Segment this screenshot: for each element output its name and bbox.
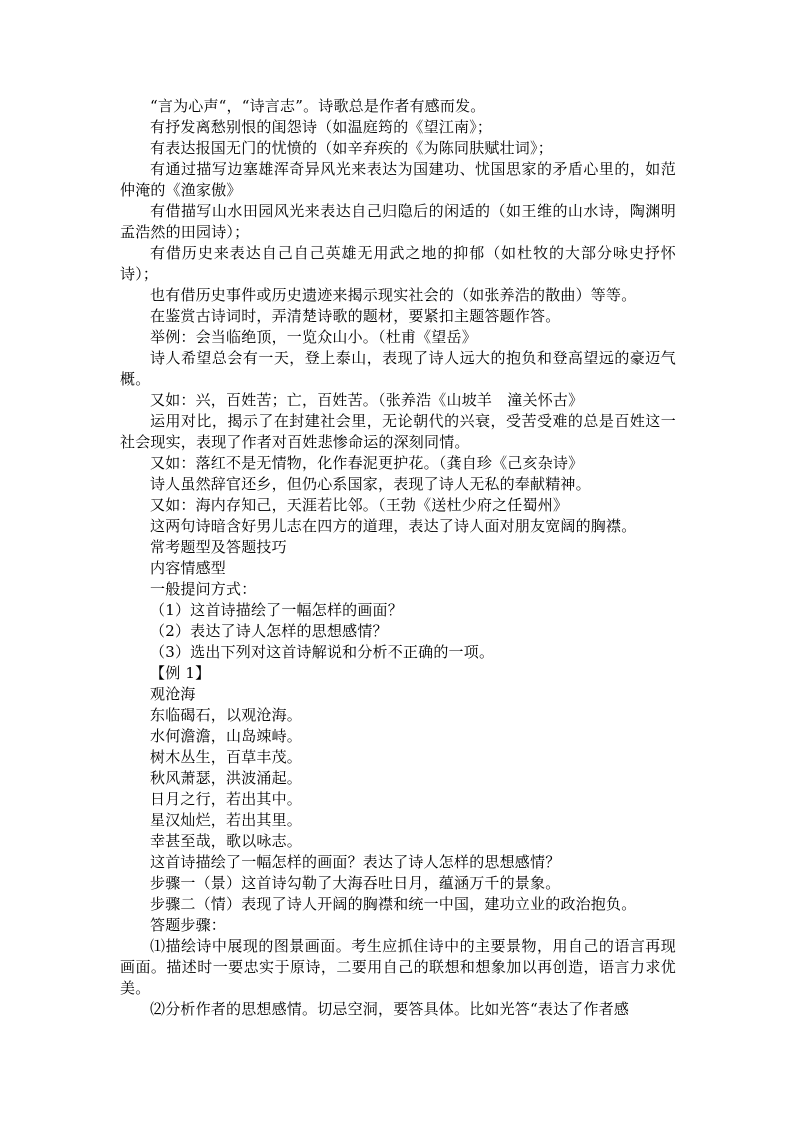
example-duyue: 举例：会当临绝顶，一览众山小。（杜甫《望岳》	[150, 328, 477, 346]
poem-title: 观沧海	[150, 685, 196, 703]
section-heading: 常考题型及答题技巧	[150, 538, 287, 556]
question-format-label: 一般提问方式：	[150, 580, 257, 598]
appreciation-tip: 在鉴赏古诗词时，弄清楚诗歌的题材，要紧扣主题答题作答。	[150, 307, 561, 325]
subsection-heading: 内容情感型	[150, 559, 227, 577]
theme-item-reality: 也有借历史事件或历史遗迹来揭示现实社会的（如张养浩的散曲）等等。	[150, 286, 637, 304]
answer-step-scene: 步骤一（景）这首诗勾勒了大海吞吐日月，蕴涵万千的景象。	[150, 874, 561, 892]
poem-line: 东临碣石，以观沧海。	[150, 706, 303, 724]
question-format-item: （2）表达了诗人怎样的思想感情？	[150, 622, 388, 640]
theme-item-pastoral: 有借描写山水田园风光来表达自己归隐后的闲适的（如王维的山水诗，陶渊明孟浩然的田园诗）；	[120, 202, 676, 241]
poem-line: 日月之行，若出其中。	[150, 790, 303, 808]
example-duyue-analysis: 诗人希望总会有一天，登上泰山，表现了诗人远大的抱负和登高望远的豪迈气概。	[120, 349, 676, 388]
example-jihai-analysis: 诗人虽然辞官还乡，但仍心系国家，表现了诗人无私的奉献精神。	[150, 475, 591, 493]
intro-paragraph: “言为心声“，“诗言志”。诗歌总是作者有感而发。	[150, 97, 486, 115]
answer-step-emotion: 步骤二（情）表现了诗人开阔的胸襟和统一中国，建功立业的政治抱负。	[150, 895, 637, 913]
document-page	[120, 96, 676, 1020]
answer-steps-label: 答题步骤：	[150, 916, 227, 934]
theme-item-patriotic: 有表达报国无门的忧愤的（如辛弃疾的《为陈同肤赋壮词》；	[150, 139, 553, 157]
example-shanpoyang: 又如：兴，百姓苦；亡，百姓苦。（张养浩《山坡羊 潼关怀古》	[150, 391, 584, 409]
question-format-item: （3）选出下列对这首诗解说和分析不正确的一项。	[150, 643, 495, 661]
poem-line: 秋风萧瑟，洪波涌起。	[150, 769, 303, 787]
poem-line: 星汉灿烂，若出其里。	[150, 811, 303, 829]
example-wangbo-analysis: 这两句诗暗含好男儿志在四方的道理，表达了诗人面对朋友宽阔的胸襟。	[150, 517, 637, 535]
answer-step-detail: ⑴描绘诗中展现的图景画面。考生应抓住诗中的主要景物，用自己的语言再现画面。描述时一要忠实于原诗，二要用自己的联想和想象加以再创造，语言力求优美。	[120, 937, 676, 997]
theme-item-boudoir: 有抒发离愁别恨的闺怨诗（如温庭筠的《望江南》；	[150, 118, 493, 136]
example-wangbo: 又如：海内存知己，天涯若比邻。（王勃《送杜少府之任蜀州》	[150, 496, 569, 514]
poem-line: 幸甚至哉，歌以咏志。	[150, 832, 303, 850]
poem-line: 水何澹澹，山岛竦峙。	[150, 727, 303, 745]
theme-item-frontier: 有通过描写边塞雄浑奇异风光来表达为国建功、忧国思家的矛盾心里的，如范仲淹的《渔家傲》	[120, 160, 676, 199]
theme-item-history: 有借历史来表达自己自己英雄无用武之地的抑郁（如杜牧的大部分咏史抒怀诗）；	[120, 244, 676, 283]
example-question: 这首诗描绘了一幅怎样的画面？表达了诗人怎样的思想感情？	[150, 853, 561, 871]
question-format-item: （1）这首诗描绘了一幅怎样的画面？	[150, 601, 403, 619]
poem-line: 树木丛生，百草丰茂。	[150, 748, 303, 766]
example-shanpoyang-analysis: 运用对比，揭示了在封建社会里，无论朝代的兴衰，受苦受难的总是百姓这一社会现实，表现了作者对百姓悲惨命运的深刻同情。	[120, 412, 676, 451]
example-jihai: 又如：落红不是无情物，化作春泥更护花。（龚自珍《己亥杂诗》	[150, 454, 584, 472]
answer-step-detail: ⑵分析作者的思想感情。切忌空洞，要答具体。比如光答“表达了作者感	[150, 1000, 630, 1018]
example-label: 【例 1】	[150, 664, 211, 682]
